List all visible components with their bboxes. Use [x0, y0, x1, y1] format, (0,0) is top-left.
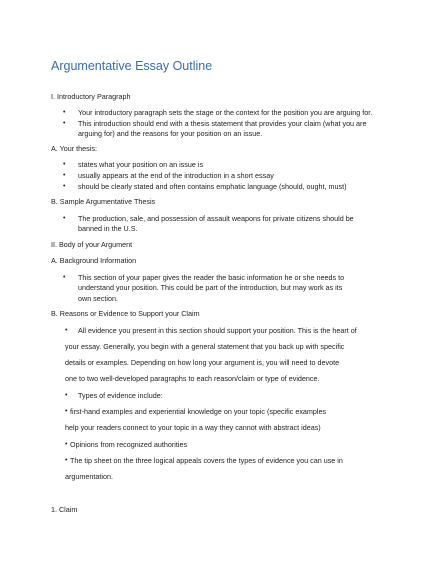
bullet-icon: •	[63, 183, 66, 190]
intro-bullet-2: This introduction should end with a thesis statement that provides your claim (what you are	[78, 119, 367, 128]
bullet-icon: •	[63, 172, 66, 179]
bullet-icon: •	[65, 392, 68, 399]
reasons-paragraph-line-4: one to two well-developed paragraphs to each reason/claim or type of evidence.	[65, 374, 320, 383]
bullet-icon: •	[63, 120, 66, 127]
sample-bullet-1: The production, sale, and possession of assault weapons for private citizens should be	[78, 214, 354, 223]
background-bullet-1-cont2: own section.	[78, 294, 118, 303]
bullet-icon: •	[63, 109, 66, 116]
background-heading: A. Background Information	[51, 256, 137, 265]
thesis-bullet-1: states what your position on an issue is	[78, 160, 204, 169]
bullet-icon: •	[63, 161, 66, 168]
bullet-icon: •	[63, 215, 66, 222]
types-of-evidence: Types of evidence include:	[78, 391, 163, 400]
opinions-line: Opinions from recognized authorities	[70, 440, 188, 449]
thesis-bullet-3: should be clearly stated and often contains emphatic language (should, ought, must)	[78, 182, 347, 191]
thesis-bullet-2: usually appears at the end of the introduction in a short essay	[78, 171, 274, 180]
intro-heading: I. Introductory Paragraph	[51, 92, 131, 101]
reasons-bullet-1: All evidence you present in this section should support your position. This is the heart of	[78, 326, 357, 335]
reasons-paragraph-line-2: your essay. Generally, you begin with a general statement that you back up with specific	[65, 342, 345, 351]
bullet-icon: •	[65, 441, 68, 448]
reasons-paragraph-line-3: details or examples. Depending on how long your argument is, you will need to devote	[65, 358, 340, 367]
background-bullet-1: This section of your paper gives the reader the basic information he or she needs to	[78, 273, 345, 282]
intro-bullet-2-cont: arguing for) and the reasons for your position on an issue.	[78, 129, 263, 138]
claim-heading: 1. Claim	[51, 505, 78, 514]
sample-thesis-heading: B. Sample Argumentative Thesis	[51, 197, 156, 206]
bullet-icon: •	[65, 327, 68, 334]
sample-bullet-1-cont: banned in the U.S.	[78, 224, 138, 233]
body-heading: II. Body of your Argument	[51, 240, 133, 249]
firsthand-examples-cont: help your readers connect to your topic in a way they cannot with abstract ideas)	[65, 423, 321, 432]
thesis-heading: A. Your thesis:	[51, 144, 97, 153]
reasons-heading: B. Reasons or Evidence to Support your Claim	[51, 309, 200, 318]
bullet-icon: •	[65, 408, 68, 415]
bullet-icon: •	[65, 457, 68, 464]
document-title: Argumentative Essay Outline	[51, 59, 213, 73]
bullet-icon: •	[63, 274, 66, 281]
intro-bullet-1: Your introductory paragraph sets the stage or the context for the position you are arguing for.	[78, 108, 373, 117]
background-bullet-1-cont: understand your position. This could be part of the introduction, but may work as its	[78, 283, 343, 292]
tip-sheet-line-cont: argumentation.	[65, 472, 113, 481]
tip-sheet-line: The tip sheet on the three logical appeals covers the types of evidence you can use in	[70, 456, 343, 465]
firsthand-examples: first-hand examples and experiential knowledge on your topic (specific examples	[70, 407, 327, 416]
